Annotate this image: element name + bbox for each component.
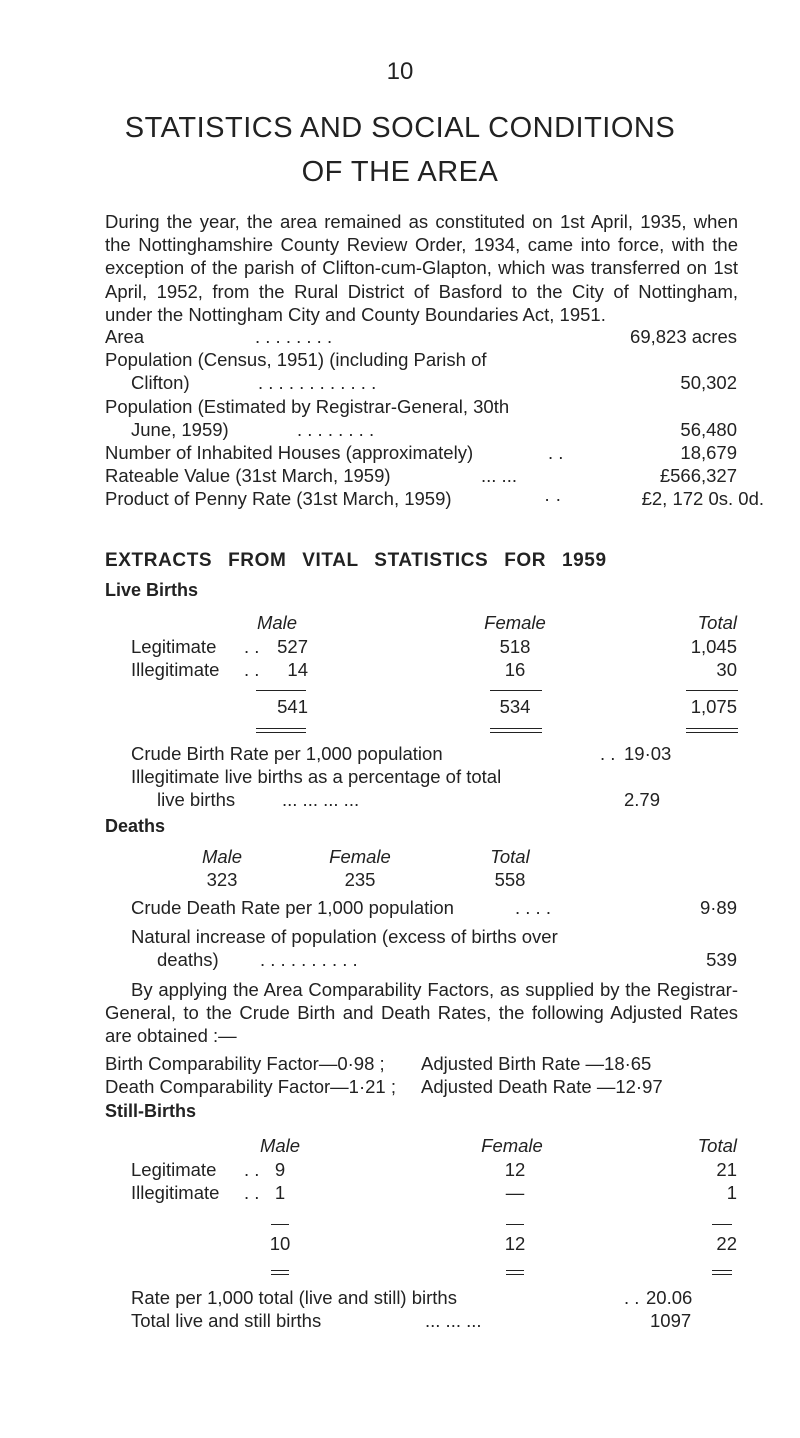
crude-birth-rate-dots: . . <box>600 743 616 764</box>
still-births-col-female: Female <box>481 1135 543 1156</box>
adjusted-death-rate: Adjusted Death Rate —12·97 <box>421 1076 663 1097</box>
page-subtitle: OF THE AREA <box>301 156 499 188</box>
natural-increase-value: 539 <box>706 949 737 970</box>
deaths-col-male: Male <box>201 846 243 867</box>
still-birth-rate-dots: . . <box>624 1287 640 1308</box>
still-births-total-double-rule <box>712 1270 732 1275</box>
live-births-col-total: Total <box>697 612 737 633</box>
area-dots: . . . . . . . . <box>255 326 333 347</box>
census-label-cont: Clifton) <box>131 372 190 393</box>
live-births-col-female: Female <box>484 612 546 633</box>
live-births-legitimate-female: 518 <box>499 636 531 657</box>
deaths-female: 235 <box>344 869 376 890</box>
still-births-legitimate-total: 21 <box>716 1159 737 1180</box>
rateable-label: Rateable Value (31st March, 1959) <box>105 465 391 486</box>
still-births-illegitimate-dots: . . <box>244 1182 260 1203</box>
illegitimate-percentage-label: Illegitimate live births as a percentage of total <box>131 766 502 787</box>
live-births-female-rule <box>490 690 542 691</box>
page-number: 10 <box>386 58 414 85</box>
still-births-legitimate-dots: . . <box>244 1159 260 1180</box>
still-births-illegitimate-female: — <box>505 1182 525 1203</box>
still-births-male-double-rule <box>271 1270 289 1275</box>
live-births-col-male: Male <box>256 612 298 633</box>
census-dots: . . . . . . . . . . . . <box>258 372 377 393</box>
live-births-sum-male: 541 <box>277 696 308 717</box>
crude-death-rate-label: Crude Death Rate per 1,000 population <box>131 897 454 918</box>
deaths-heading: Deaths <box>105 816 166 836</box>
still-birth-rate-label: Rate per 1,000 total (live and still) births <box>131 1287 457 1308</box>
page-title: STATISTICS AND SOCIAL CONDITIONS <box>124 112 676 144</box>
still-births-illegitimate-total: 1 <box>726 1182 737 1203</box>
illegitimate-percentage-value: 2.79 <box>624 789 661 810</box>
natural-increase-label-cont: deaths) <box>157 949 219 970</box>
live-births-legitimate-total: 1,045 <box>690 636 737 657</box>
rateable-value: £566,327 <box>659 465 737 486</box>
penny-rate-label: Product of Penny Rate (31st March, 1959) <box>105 488 452 509</box>
birth-comparability-factor: Birth Comparability Factor—0·98 ; <box>105 1053 385 1074</box>
deaths-male: 323 <box>206 869 238 890</box>
live-births-female-double-rule <box>490 728 542 733</box>
illegitimate-percentage-dots: ... ... ... ... <box>282 789 360 810</box>
live-births-illegitimate-dots: . . <box>244 659 260 680</box>
area-label: Area <box>105 326 145 347</box>
comparability-paragraph: By applying the Area Comparability Factors, as supplied by the Registrar-General, to the Crude Birth and Death Rates, the following Adjusted Rates are obtained :— <box>105 979 738 1047</box>
census-value: 50,302 <box>680 372 737 393</box>
adjusted-birth-rate: Adjusted Birth Rate —18·65 <box>421 1053 652 1074</box>
total-live-still-dots: ... ... ... <box>425 1310 482 1331</box>
crude-birth-rate-value: 19·03 <box>624 743 672 764</box>
live-births-legitimate-label: Legitimate <box>131 636 217 657</box>
death-comparability-factor: Death Comparability Factor—1·21 ; <box>105 1076 396 1097</box>
still-births-illegitimate-male: 1 <box>274 1182 286 1203</box>
deaths-total: 558 <box>494 869 526 890</box>
crude-death-rate-dots: . . . . <box>515 897 551 918</box>
still-births-heading: Still-Births <box>105 1101 197 1121</box>
still-births-legitimate-female: 12 <box>504 1159 526 1180</box>
natural-increase-label: Natural increase of population (excess of births over <box>131 926 558 947</box>
still-births-total-rule <box>712 1224 732 1225</box>
live-births-total-rule <box>686 690 738 691</box>
natural-increase-dots: . . . . . . . . . . <box>260 949 358 970</box>
penny-rate-value: £2, 172 0s. 0d. <box>641 488 764 509</box>
deaths-col-female: Female <box>329 846 391 867</box>
live-births-illegitimate-total: 30 <box>716 659 737 680</box>
deaths-col-total: Total <box>490 846 530 867</box>
still-births-legitimate-label: Legitimate <box>131 1159 217 1180</box>
live-births-sum-female: 534 <box>499 696 531 717</box>
still-births-col-total: Total <box>697 1135 737 1156</box>
still-births-legitimate-male: 9 <box>274 1159 286 1180</box>
live-births-male-double-rule <box>256 728 306 733</box>
estimated-label-cont: June, 1959) <box>131 419 229 440</box>
illegitimate-percentage-label-cont: live births <box>157 789 236 810</box>
rateable-dots: ... ... <box>481 465 517 486</box>
still-births-female-rule <box>506 1224 524 1225</box>
still-births-col-male: Male <box>259 1135 301 1156</box>
live-births-illegitimate-male: 14 <box>287 659 308 680</box>
crude-birth-rate-label: Crude Birth Rate per 1,000 population <box>131 743 443 764</box>
still-births-sum-male: 10 <box>269 1233 291 1254</box>
vital-statistics-heading: EXTRACTS FROM VITAL STATISTICS FOR 1959 <box>105 550 607 571</box>
penny-rate-dots: · · <box>544 488 562 509</box>
live-births-male-rule <box>256 690 306 691</box>
crude-death-rate-value: 9·89 <box>699 897 737 918</box>
live-births-illegitimate-female: 16 <box>504 659 526 680</box>
still-births-male-rule <box>271 1224 289 1225</box>
still-births-sum-total: 22 <box>716 1233 737 1254</box>
houses-dots: . . <box>548 442 564 463</box>
estimated-label: Population (Estimated by Registrar-General, 30th <box>105 396 510 417</box>
estimated-value: 56,480 <box>680 419 737 440</box>
total-live-still-label: Total live and still births <box>131 1310 322 1331</box>
houses-label: Number of Inhabited Houses (approximately) <box>105 442 474 463</box>
live-births-heading: Live Births <box>105 580 199 600</box>
still-births-female-double-rule <box>506 1270 524 1275</box>
live-births-legitimate-male: 527 <box>277 636 308 657</box>
estimated-dots: . . . . . . . . <box>297 419 375 440</box>
still-births-sum-female: 12 <box>504 1233 526 1254</box>
intro-paragraph: During the year, the area remained as constituted on 1st April, 1935, when the Nottinghamshire County Review Order, 1934, came into force, with the exception of the parish of Clifton-cum-Glapton, which was transferred on 1st April, 1952, from the Rural District of Basford to the City of Nottingham, under the Nottingham City and County Boundaries Act, 1951. <box>105 211 738 325</box>
live-births-legitimate-dots: . . <box>244 636 260 657</box>
live-births-illegitimate-label: Illegitimate <box>131 659 220 680</box>
total-live-still-value: 1097 <box>650 1310 692 1331</box>
houses-value: 18,679 <box>680 442 737 463</box>
still-births-illegitimate-label: Illegitimate <box>131 1182 220 1203</box>
live-births-total-double-rule <box>686 728 738 733</box>
area-value: 69,823 acres <box>630 326 737 347</box>
census-label: Population (Census, 1951) (including Parish of <box>105 349 487 370</box>
live-births-sum-total: 1,075 <box>690 696 737 717</box>
still-birth-rate-value: 20.06 <box>646 1287 693 1308</box>
